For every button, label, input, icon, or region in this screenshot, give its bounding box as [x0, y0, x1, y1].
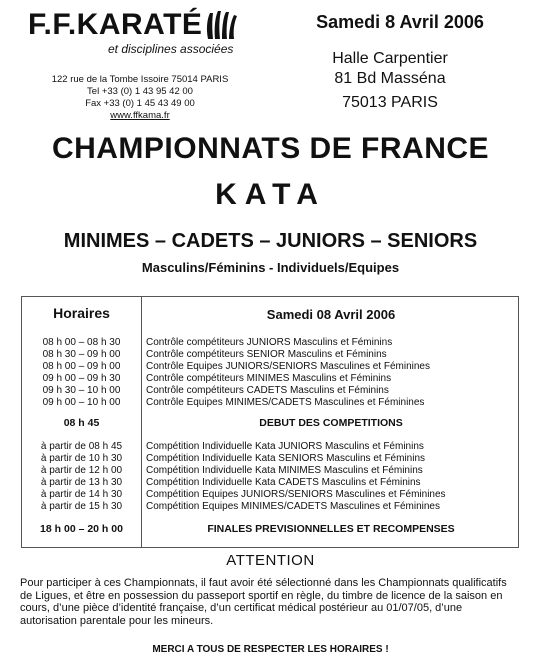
schedule-description: Contrôle compétiteurs SENIOR Masculins et Féminins	[146, 349, 387, 360]
schedule-time: 08 h 30 – 09 h 00	[42, 349, 121, 360]
schedule-time: 08 h 00 – 09 h 00	[42, 361, 121, 372]
schedule-description: Compétition Individuelle Kata JUNIORS Masculins et Féminins	[146, 441, 424, 452]
main-title-discipline: KATA	[215, 178, 326, 211]
age-categories: MINIMES – CADETS – JUNIORS – SENIORS	[63, 230, 478, 252]
schedule-description: Compétition Individuelle Kata CADETS Masculins et Féminins	[146, 477, 421, 488]
schedule-description: Contrôle compétiteurs MINIMES Masculins et Féminins	[146, 373, 392, 384]
schedule-time: 09 h 00 – 09 h 30	[42, 373, 121, 384]
schedule-time: à partir de 15 h 30	[40, 501, 123, 512]
ffk-logo	[28, 8, 248, 60]
schedule-time: à partir de 08 h 45	[40, 441, 123, 452]
schedule-table	[21, 296, 519, 548]
schedule-time: 09 h 30 – 10 h 00	[42, 385, 121, 396]
venue-city: 75013 PARIS	[342, 94, 438, 111]
closing-message: MERCI A TOUS DE RESPECTER LES HORAIRES !	[152, 644, 389, 655]
hand-emblem-icon	[204, 9, 238, 41]
logo-wordmark: F.F.KARATÉ	[28, 8, 203, 41]
schedule-time-highlight: 18 h 00 – 20 h 00	[40, 523, 123, 535]
event-subtitle: Masculins/Féminins - Individuels/Equipes	[141, 260, 400, 275]
schedule-milestone: DEBUT DES COMPETITIONS	[259, 417, 403, 429]
schedule-description: Contrôle compétiteurs JUNIORS Masculins et Féminins	[146, 337, 393, 348]
event-date: Samedi 8 Avril 2006	[316, 12, 484, 32]
venue-name: Halle Carpentier	[332, 50, 448, 67]
schedule-description: Contrôle Equipes MINIMES/CADETS Masculines et Féminines	[146, 397, 425, 408]
schedule-description: Compétition Equipes JUNIORS/SENIORS Masculines et Féminines	[146, 489, 446, 500]
schedule-time-highlight: 08 h 45	[63, 417, 100, 429]
schedule-description: Compétition Individuelle Kata MINIMES Masculins et Féminins	[146, 465, 423, 476]
times-column-header: Horaires	[53, 305, 110, 321]
schedule-time: 08 h 00 – 08 h 30	[42, 337, 121, 348]
address-line: 122 rue de la Tombe Issoire 75014 PARIS	[51, 74, 229, 85]
schedule-time: à partir de 12 h 00	[40, 465, 123, 476]
schedule-description: Contrôle compétiteurs CADETS Masculins et Féminins	[146, 385, 389, 396]
venue-street: 81 Bd Masséna	[334, 70, 446, 87]
schedule-description: Compétition Individuelle Kata SENIORS Masculins et Féminins	[146, 453, 426, 464]
main-title: CHAMPIONNATS DE FRANCE	[51, 132, 490, 165]
website-link[interactable]: www.ffkama.fr	[110, 110, 170, 121]
attention-heading: ATTENTION	[226, 552, 315, 569]
fax: Fax +33 (0) 1 45 43 49 00	[85, 98, 195, 109]
schedule-time: 09 h 00 – 10 h 00	[42, 397, 121, 408]
eligibility-notice: Pour participer à ces Championnats, il faut avoir été sélectionné dans les Championnats qualificatifs de Ligues, et être en possession du passeport sportif en règle, du timbre de licence de la saison en cours, d’une pièce d’identité française, d’un certificat médical postérieur au 01/07/05, d’une autorisation parentale pour les mineurs.	[20, 577, 507, 627]
date-column-header: Samedi 08 Avril 2006	[266, 307, 396, 322]
schedule-time: à partir de 13 h 30	[40, 477, 123, 488]
schedule-time: à partir de 10 h 30	[40, 453, 123, 464]
schedule-description: Compétition Equipes MINIMES/CADETS Masculines et Féminines	[146, 501, 440, 512]
schedule-milestone: FINALES PREVISIONNELLES ET RECOMPENSES	[207, 523, 455, 535]
telephone: Tel +33 (0) 1 43 95 42 00	[87, 86, 193, 97]
schedule-time: à partir de 14 h 30	[40, 489, 123, 500]
schedule-description: Contrôle Equipes JUNIORS/SENIORS Masculines et Féminines	[146, 361, 430, 372]
logo-tagline: et disciplines associées	[108, 42, 234, 56]
